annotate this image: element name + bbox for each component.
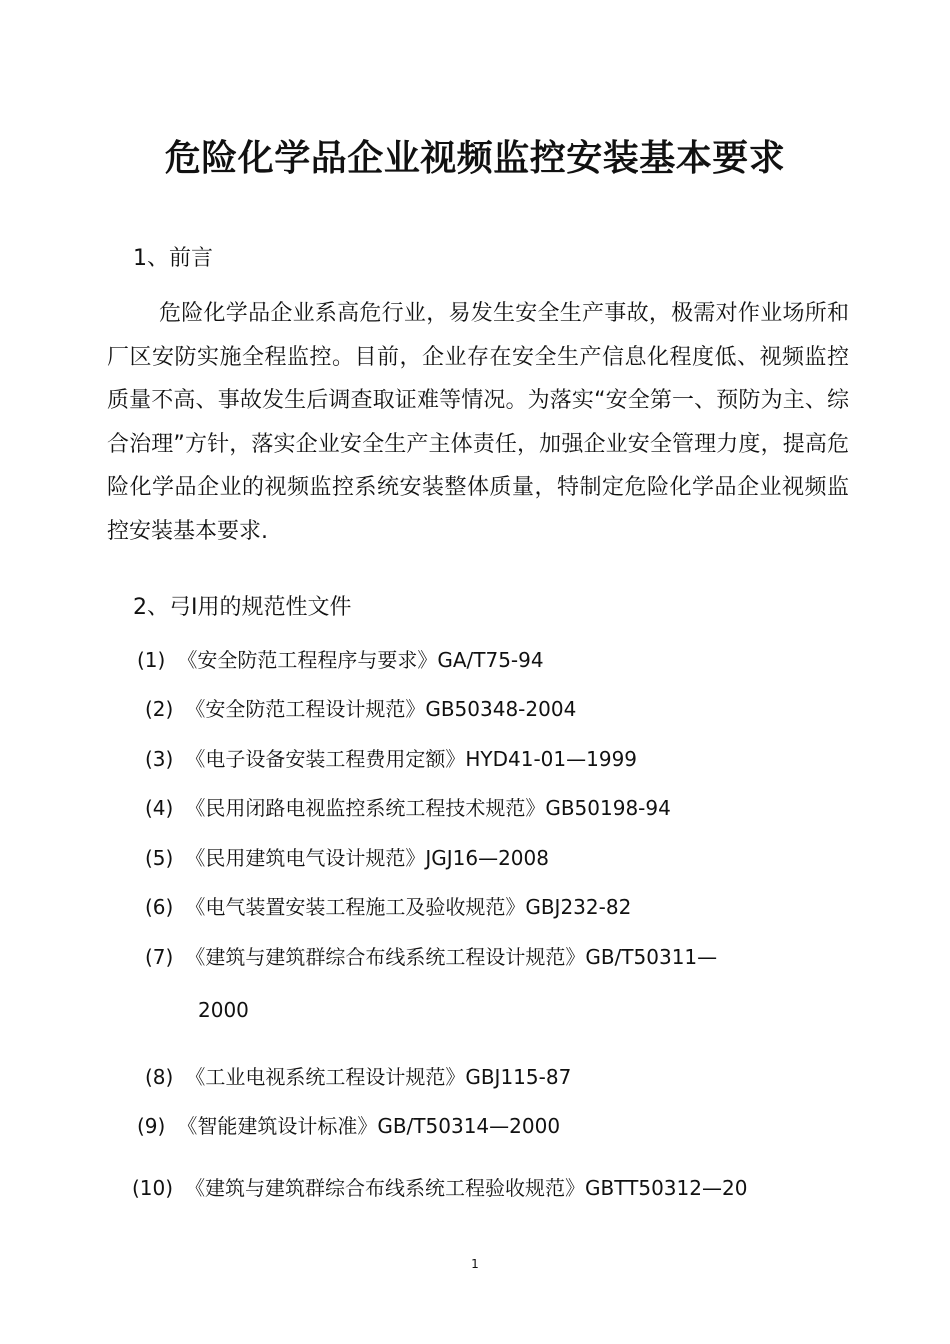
reference-text: 《安全防范工程设计规范》GB50348-2004 [185, 697, 577, 721]
reference-item-6 [145, 892, 631, 922]
reference-item-7 [145, 942, 717, 972]
reference-number: (4) [145, 796, 174, 820]
reference-text: 《电子设备安装工程费用定额》HYD41-01—1999 [185, 747, 638, 771]
reference-number: (1) [137, 648, 166, 672]
reference-number: (2) [145, 697, 174, 721]
reference-item-7-continuation: 2000 [198, 998, 249, 1022]
reference-text: 《工业电视系统工程设计规范》GBJ115-87 [185, 1065, 572, 1089]
reference-item-8 [145, 1062, 571, 1092]
reference-text: 《智能建筑设计标准》GB/T50314—2000 [177, 1114, 561, 1138]
reference-number: (10) [132, 1176, 174, 1200]
reference-item-5 [145, 843, 549, 873]
reference-number: (3) [145, 747, 174, 771]
page-number: 1 [471, 1257, 479, 1271]
reference-text: 《建筑与建筑群综合布线系统工程设计规范》GB/T50311— [185, 945, 718, 969]
reference-number: (8) [145, 1065, 174, 1089]
reference-item-10 [132, 1173, 747, 1203]
reference-text: 《建筑与建筑群综合布线系统工程验收规范》GBTT50312—20 [185, 1176, 748, 1200]
document-title: 危险化学品企业视频监控安装基本要求 [164, 138, 786, 179]
reference-text: 《安全防范工程程序与要求》GA/T75-94 [177, 648, 544, 672]
reference-item-4 [145, 793, 671, 823]
reference-item-9 [137, 1111, 560, 1141]
reference-item-2 [145, 694, 576, 724]
reference-number: (6) [145, 895, 174, 919]
section-heading-references: 2、弓I用的规范性文件 [133, 595, 352, 620]
reference-item-1 [137, 645, 544, 675]
reference-number: (7) [145, 945, 174, 969]
reference-text: 《民用建筑电气设计规范》JGJ16—2008 [185, 846, 549, 870]
reference-number: (5) [145, 846, 174, 870]
section-heading-preface: 1、前言 [133, 246, 213, 271]
reference-text: 《民用闭路电视监控系统工程技术规范》GB50198-94 [185, 796, 671, 820]
reference-number: (9) [137, 1114, 166, 1138]
preface-paragraph: 危险化学品企业系高危行业，易发生安全生产事故，极需对作业场所和厂区安防实施全程监控。目前，企业存在安全生产信息化程度低、视频监控质量不高、事故发生后调查取证难等情况。为落实“安全第一、预防为主、综合治理”方针，落实企业安全生产主体责任，加强企业安全管理力度，提高危险化学品企业的视频监控系统安装整体质量，特制定危险化学品企业视频监控安装基本要求. [107, 301, 849, 544]
reference-item-3 [145, 744, 637, 774]
reference-text: 《电气装置安装工程施工及验收规范》GBJ232-82 [185, 895, 632, 919]
